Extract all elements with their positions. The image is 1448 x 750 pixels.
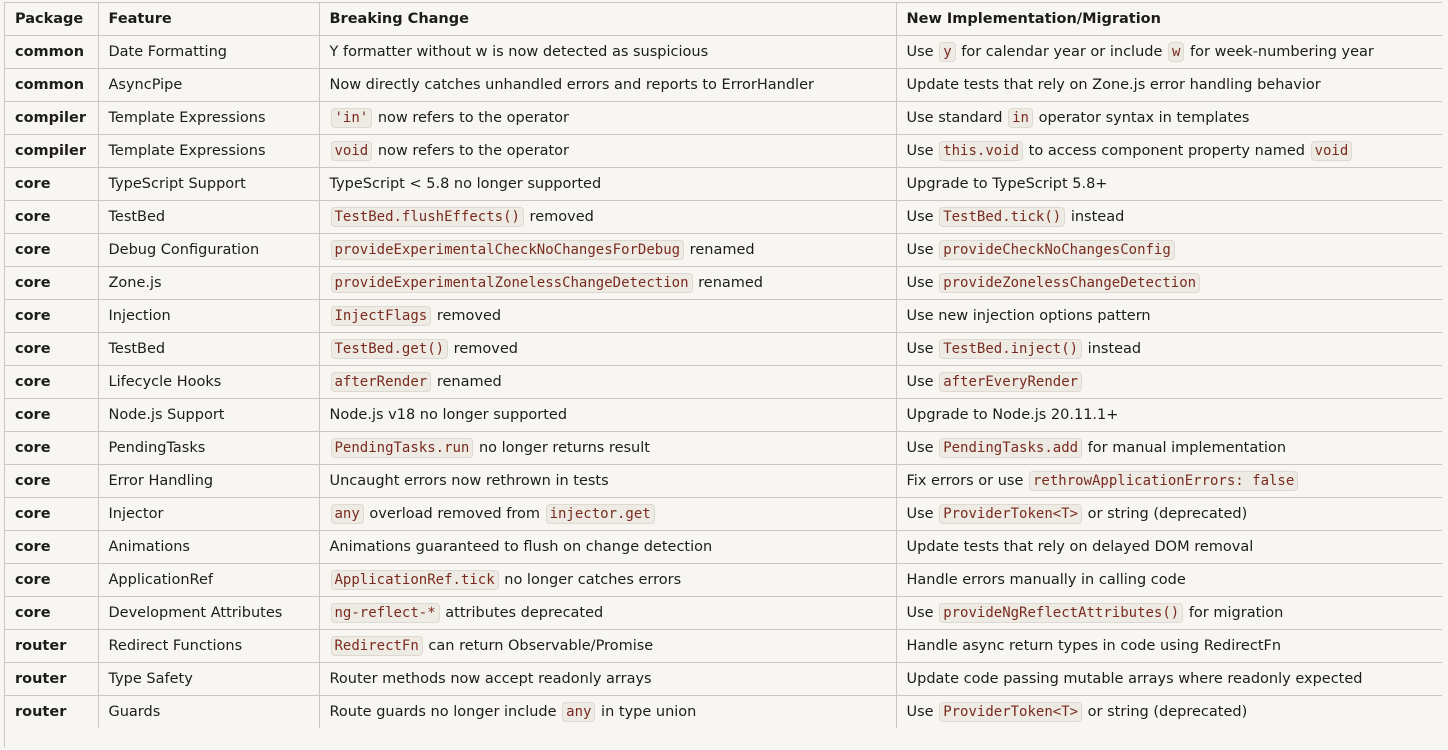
cell-feature: Template Expressions bbox=[98, 135, 319, 168]
header-breaking-change: Breaking Change bbox=[319, 3, 896, 36]
table-row bbox=[5, 630, 1442, 663]
cell-migration bbox=[896, 69, 1442, 102]
cell-text: Node.js v18 no longer supported bbox=[329, 407, 568, 423]
cell-feature: Error Handling bbox=[98, 465, 319, 498]
cell-text: Use bbox=[906, 44, 939, 60]
cell-package: router bbox=[5, 663, 98, 696]
cell-feature: Animations bbox=[98, 531, 319, 564]
inline-code: ProviderToken<T> bbox=[939, 504, 1082, 524]
table-body bbox=[5, 36, 1442, 729]
cell-package: router bbox=[5, 696, 98, 729]
cell-text: Y formatter without w is now detected as suspicious bbox=[329, 44, 709, 60]
table-row bbox=[5, 102, 1442, 135]
cell-breaking-change bbox=[319, 663, 896, 696]
cell-package: core bbox=[5, 399, 98, 432]
cell-package: core bbox=[5, 366, 98, 399]
cell-breaking-change bbox=[319, 630, 896, 663]
cell-text: Route guards no longer include bbox=[329, 704, 562, 720]
cell-text: now refers to the operator bbox=[373, 110, 570, 126]
breaking-changes-table bbox=[5, 3, 1442, 728]
cell-breaking-change bbox=[319, 696, 896, 729]
cell-text: overload removed from bbox=[364, 506, 545, 522]
cell-text: removed bbox=[449, 341, 518, 357]
cell-migration bbox=[896, 300, 1442, 333]
cell-feature: Debug Configuration bbox=[98, 234, 319, 267]
table-row bbox=[5, 300, 1442, 333]
cell-breaking-change bbox=[319, 168, 896, 201]
cell-migration bbox=[896, 498, 1442, 531]
cell-feature: Date Formatting bbox=[98, 36, 319, 69]
cell-feature: AsyncPipe bbox=[98, 69, 319, 102]
table-row bbox=[5, 696, 1442, 729]
cell-text: TypeScript < 5.8 no longer supported bbox=[329, 176, 602, 192]
cell-package: core bbox=[5, 531, 98, 564]
cell-text: for week-numbering year bbox=[1185, 44, 1374, 60]
cell-text: or string (deprecated) bbox=[1083, 506, 1248, 522]
cell-package: core bbox=[5, 465, 98, 498]
cell-package: core bbox=[5, 300, 98, 333]
inline-code: InjectFlags bbox=[331, 306, 432, 326]
cell-migration bbox=[896, 36, 1442, 69]
cell-package: core bbox=[5, 333, 98, 366]
cell-text: Use bbox=[906, 506, 939, 522]
cell-breaking-change bbox=[319, 564, 896, 597]
cell-migration bbox=[896, 663, 1442, 696]
cell-package: common bbox=[5, 36, 98, 69]
cell-migration bbox=[896, 102, 1442, 135]
cell-text: Router methods now accept readonly arrays bbox=[329, 671, 652, 687]
inline-code: ApplicationRef.tick bbox=[331, 570, 499, 590]
cell-feature: ApplicationRef bbox=[98, 564, 319, 597]
cell-package: core bbox=[5, 234, 98, 267]
cell-migration bbox=[896, 465, 1442, 498]
cell-text: no longer catches errors bbox=[499, 572, 682, 588]
cell-text: Use bbox=[906, 143, 939, 159]
inline-code: injector.get bbox=[546, 504, 655, 524]
cell-text: Use bbox=[906, 341, 939, 357]
inline-code: y bbox=[939, 42, 955, 62]
header-package: Package bbox=[5, 3, 98, 36]
cell-breaking-change bbox=[319, 399, 896, 432]
inline-code: provideExperimentalZonelessChangeDetection bbox=[331, 273, 693, 293]
table-row bbox=[5, 135, 1442, 168]
cell-feature: Injection bbox=[98, 300, 319, 333]
cell-package: core bbox=[5, 168, 98, 201]
inline-code: any bbox=[562, 702, 595, 722]
cell-text: renamed bbox=[693, 275, 764, 291]
inline-code: TestBed.tick() bbox=[939, 207, 1065, 227]
table-row bbox=[5, 366, 1442, 399]
cell-package: compiler bbox=[5, 102, 98, 135]
cell-text: Use bbox=[906, 605, 939, 621]
cell-breaking-change bbox=[319, 69, 896, 102]
inline-code: any bbox=[331, 504, 364, 524]
cell-migration bbox=[896, 234, 1442, 267]
inline-code: 'in' bbox=[331, 108, 373, 128]
cell-text: renamed bbox=[685, 242, 755, 258]
inline-code: void bbox=[1311, 141, 1353, 161]
cell-text: Use bbox=[906, 440, 939, 456]
inline-code: rethrowApplicationErrors: false bbox=[1029, 471, 1298, 491]
table-row bbox=[5, 267, 1442, 300]
cell-package: core bbox=[5, 498, 98, 531]
cell-text: operator syntax in templates bbox=[1033, 110, 1250, 126]
cell-feature: PendingTasks bbox=[98, 432, 319, 465]
inline-code: RedirectFn bbox=[331, 636, 423, 656]
cell-migration bbox=[896, 564, 1442, 597]
cell-text: Now directly catches unhandled errors and reports to ErrorHandler bbox=[329, 77, 814, 93]
header-migration: New Implementation/Migration bbox=[896, 3, 1442, 36]
table-row bbox=[5, 168, 1442, 201]
cell-breaking-change bbox=[319, 300, 896, 333]
cell-breaking-change bbox=[319, 267, 896, 300]
table-row bbox=[5, 564, 1442, 597]
cell-breaking-change bbox=[319, 366, 896, 399]
inline-code: w bbox=[1168, 42, 1184, 62]
cell-breaking-change bbox=[319, 234, 896, 267]
inline-code: ProviderToken<T> bbox=[939, 702, 1082, 722]
cell-package: core bbox=[5, 201, 98, 234]
cell-text: attributes deprecated bbox=[440, 605, 604, 621]
table-row bbox=[5, 432, 1442, 465]
table-row bbox=[5, 498, 1442, 531]
cell-text: Upgrade to Node.js 20.11.1+ bbox=[906, 407, 1119, 423]
cell-text: Use bbox=[906, 704, 939, 720]
cell-migration bbox=[896, 630, 1442, 663]
cell-text: in type union bbox=[596, 704, 697, 720]
breaking-changes-table-container bbox=[4, 2, 1442, 747]
cell-text: no longer returns result bbox=[474, 440, 650, 456]
cell-package: core bbox=[5, 597, 98, 630]
cell-breaking-change bbox=[319, 498, 896, 531]
cell-migration bbox=[896, 267, 1442, 300]
table-row bbox=[5, 663, 1442, 696]
cell-text: Use bbox=[906, 209, 939, 225]
cell-feature: TypeScript Support bbox=[98, 168, 319, 201]
inline-code: afterRender bbox=[331, 372, 432, 392]
table-row bbox=[5, 333, 1442, 366]
cell-breaking-change bbox=[319, 465, 896, 498]
cell-breaking-change bbox=[319, 432, 896, 465]
cell-migration bbox=[896, 135, 1442, 168]
cell-text: for calendar year or include bbox=[956, 44, 1167, 60]
cell-text: Handle async return types in code using RedirectFn bbox=[906, 638, 1282, 654]
cell-breaking-change bbox=[319, 102, 896, 135]
cell-text: Use bbox=[906, 374, 939, 390]
cell-text: Fix errors or use bbox=[906, 473, 1028, 489]
cell-feature: Injector bbox=[98, 498, 319, 531]
inline-code: PendingTasks.add bbox=[939, 438, 1082, 458]
inline-code: PendingTasks.run bbox=[331, 438, 474, 458]
cell-text: instead bbox=[1083, 341, 1142, 357]
cell-feature: TestBed bbox=[98, 333, 319, 366]
inline-code: provideZonelessChangeDetection bbox=[939, 273, 1200, 293]
cell-breaking-change bbox=[319, 36, 896, 69]
cell-text: removed bbox=[432, 308, 502, 324]
cell-package: core bbox=[5, 267, 98, 300]
cell-package: core bbox=[5, 432, 98, 465]
inline-code: in bbox=[1008, 108, 1033, 128]
cell-text: instead bbox=[1066, 209, 1125, 225]
cell-breaking-change bbox=[319, 597, 896, 630]
table-row bbox=[5, 201, 1442, 234]
table-row bbox=[5, 597, 1442, 630]
cell-text: Upgrade to TypeScript 5.8+ bbox=[906, 176, 1108, 192]
cell-migration bbox=[896, 168, 1442, 201]
inline-code: ng-reflect-* bbox=[331, 603, 440, 623]
cell-migration bbox=[896, 696, 1442, 729]
cell-feature: Redirect Functions bbox=[98, 630, 319, 663]
cell-text: Handle errors manually in calling code bbox=[906, 572, 1186, 588]
cell-text: Use standard bbox=[906, 110, 1008, 126]
table-row bbox=[5, 234, 1442, 267]
table-row bbox=[5, 399, 1442, 432]
inline-code: this.void bbox=[939, 141, 1023, 161]
inline-code: provideExperimentalCheckNoChangesForDebug bbox=[331, 240, 685, 260]
cell-migration bbox=[896, 201, 1442, 234]
cell-migration bbox=[896, 597, 1442, 630]
inline-code: TestBed.get() bbox=[331, 339, 449, 359]
cell-package: core bbox=[5, 564, 98, 597]
cell-text: Use bbox=[906, 275, 939, 291]
cell-breaking-change bbox=[319, 531, 896, 564]
inline-code: TestBed.flushEffects() bbox=[331, 207, 524, 227]
cell-package: compiler bbox=[5, 135, 98, 168]
cell-feature: Development Attributes bbox=[98, 597, 319, 630]
cell-package: router bbox=[5, 630, 98, 663]
table-row bbox=[5, 531, 1442, 564]
inline-code: provideCheckNoChangesConfig bbox=[939, 240, 1175, 260]
cell-breaking-change bbox=[319, 201, 896, 234]
cell-text: Use bbox=[906, 242, 939, 258]
cell-text: Update tests that rely on delayed DOM removal bbox=[906, 539, 1254, 555]
cell-text: Update tests that rely on Zone.js error handling behavior bbox=[906, 77, 1321, 93]
cell-migration bbox=[896, 399, 1442, 432]
inline-code: afterEveryRender bbox=[939, 372, 1082, 392]
cell-text: to access component property named bbox=[1024, 143, 1310, 159]
cell-package: common bbox=[5, 69, 98, 102]
table-row bbox=[5, 69, 1442, 102]
cell-text: now refers to the operator bbox=[373, 143, 570, 159]
table-header-row bbox=[5, 3, 1442, 36]
cell-feature: Guards bbox=[98, 696, 319, 729]
cell-text: can return Observable/Promise bbox=[423, 638, 654, 654]
inline-code: TestBed.inject() bbox=[939, 339, 1082, 359]
cell-text: or string (deprecated) bbox=[1083, 704, 1248, 720]
cell-feature: Template Expressions bbox=[98, 102, 319, 135]
cell-breaking-change bbox=[319, 135, 896, 168]
inline-code: void bbox=[331, 141, 373, 161]
cell-text: removed bbox=[524, 209, 594, 225]
cell-text: Uncaught errors now rethrown in tests bbox=[329, 473, 609, 489]
cell-migration bbox=[896, 366, 1442, 399]
cell-feature: TestBed bbox=[98, 201, 319, 234]
cell-migration bbox=[896, 531, 1442, 564]
header-feature: Feature bbox=[98, 3, 319, 36]
cell-text: for migration bbox=[1184, 605, 1284, 621]
cell-migration bbox=[896, 432, 1442, 465]
cell-feature: Zone.js bbox=[98, 267, 319, 300]
table-row bbox=[5, 36, 1442, 69]
cell-text: Use new injection options pattern bbox=[906, 308, 1151, 324]
inline-code: provideNgReflectAttributes() bbox=[939, 603, 1183, 623]
cell-feature: Node.js Support bbox=[98, 399, 319, 432]
cell-feature: Type Safety bbox=[98, 663, 319, 696]
table-row bbox=[5, 465, 1442, 498]
cell-feature: Lifecycle Hooks bbox=[98, 366, 319, 399]
cell-text: for manual implementation bbox=[1083, 440, 1287, 456]
cell-text: renamed bbox=[432, 374, 502, 390]
cell-text: Animations guaranteed to flush on change detection bbox=[329, 539, 713, 555]
cell-breaking-change bbox=[319, 333, 896, 366]
cell-migration bbox=[896, 333, 1442, 366]
cell-text: Update code passing mutable arrays where readonly expected bbox=[906, 671, 1363, 687]
